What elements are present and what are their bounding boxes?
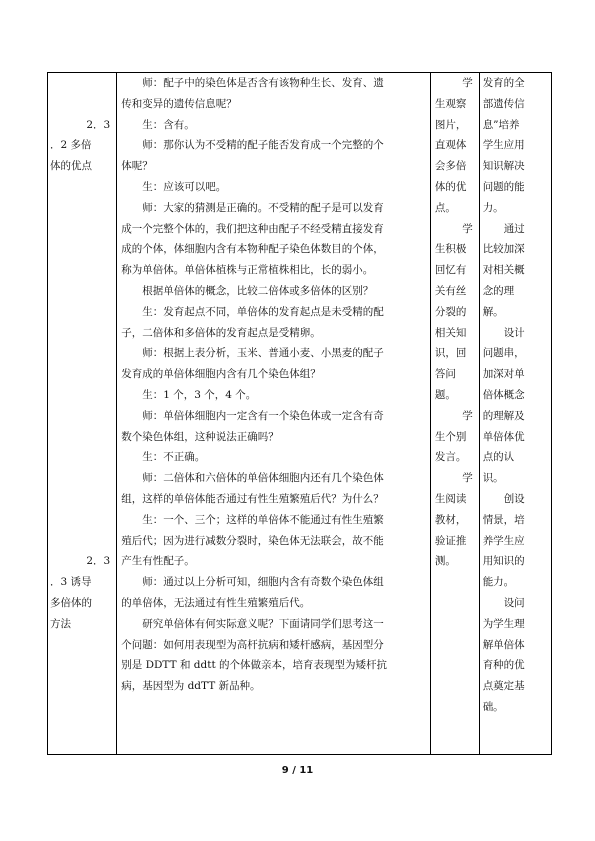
intent-line: 知识解决 xyxy=(482,160,525,173)
dialogue-line: 生：含有。 xyxy=(142,118,195,131)
intent-line: 识。 xyxy=(482,472,504,485)
intent-line: 创设 xyxy=(503,492,525,505)
activity-line: 生积极 xyxy=(434,243,467,256)
dialogue-line: 传和变异的遗传信息呢？ xyxy=(121,97,237,110)
intent-line: 问题的能 xyxy=(482,180,525,193)
intent-line: 解。 xyxy=(482,305,504,318)
intent-line: 设问 xyxy=(503,596,525,609)
intent-line: 情景，培 xyxy=(482,513,525,526)
activity-line: 相关知 xyxy=(434,326,467,339)
intent-line: 念的理 xyxy=(482,284,515,297)
section-label-line: 方法 xyxy=(50,617,71,630)
activity-line: 生个别 xyxy=(434,430,467,443)
dialogue-line: 组，这样的单倍体能否通过有性生殖繁殖后代？为什么？ xyxy=(121,492,384,505)
intent-line: 部遗传信 xyxy=(482,97,525,110)
dialogue-line: 生：1 个，3 个，4 个。 xyxy=(142,388,257,401)
activity-line: 图片， xyxy=(434,118,467,131)
activity-line: 点。 xyxy=(434,201,456,214)
student-activity-column xyxy=(430,73,479,755)
section-2-3-2 xyxy=(50,115,114,177)
dialogue-line: 殖后代；因为进行减数分裂时，染色体无法联会，故不能 xyxy=(121,534,384,547)
dialogue-line: 成的个体，体细胞内含有本物种配子染色体数目的个体， xyxy=(121,243,384,256)
intent-line: 养学生应 xyxy=(482,534,525,547)
intent-line: 能力。 xyxy=(482,576,515,589)
intent-line: 对相关概 xyxy=(482,264,525,277)
design-intent-column xyxy=(479,73,551,755)
section-column xyxy=(48,73,117,755)
page-number: 9 / 11 xyxy=(281,765,314,776)
dialogue-line: 师：通过以上分析可知，细胞内含有奇数个染色体组 xyxy=(142,576,384,589)
activity-line: 回忆有 xyxy=(434,264,467,277)
dialogue-line: 的单倍体，无法通过有性生殖繁殖后代。 xyxy=(121,596,311,609)
dialogue-line: 别是 DDTT 和 ddtt 的个体做亲本，培育表现型为矮杆抗 xyxy=(121,659,388,672)
dialogue-line: 产生有性配子。 xyxy=(121,555,195,568)
dialogue-line: 成一个完整个体的，我们把这种由配子不经受精直接发育 xyxy=(121,222,384,235)
teaching-dialogue xyxy=(117,73,430,697)
dialogue-line: 数个染色体组，这种说法正确吗？ xyxy=(121,430,279,443)
dialogue-line: 师：二倍体和六倍体的单倍体细胞内还有几个染色体 xyxy=(142,472,384,485)
activity-line: 生阅读 xyxy=(434,492,467,505)
lesson-plan-table xyxy=(47,72,552,755)
activity-line: 题。 xyxy=(434,388,456,401)
intent-line: 为学生理 xyxy=(482,617,525,630)
design-intent-text xyxy=(480,73,551,718)
intent-line: 设计 xyxy=(503,326,525,339)
intent-line: 发育的全 xyxy=(482,77,525,89)
section-label-line: 体的优点 xyxy=(50,160,92,173)
intent-line: 力。 xyxy=(482,201,504,214)
intent-line: 育种的优 xyxy=(482,659,525,672)
dialogue-line: 发育成的单倍体细胞内含有几个染色体组？ xyxy=(121,368,321,381)
activity-line: 学 xyxy=(462,472,473,485)
intent-line: 点的认 xyxy=(482,451,515,464)
intent-line: 解单倍体 xyxy=(482,638,525,651)
intent-line: 比较加深 xyxy=(482,243,525,256)
intent-line: 倍体概念 xyxy=(482,388,525,401)
section-label-line: ．3 诱导 xyxy=(50,576,92,589)
section-2-3-3 xyxy=(50,551,114,634)
dialogue-line: 称为单倍体。单倍体植株与正常植株相比，长的弱小。 xyxy=(121,264,374,277)
dialogue-line: 师：大家的猜测是正确的。不受精的配子是可以发育 xyxy=(142,201,384,214)
dialogue-line: 体呢？ xyxy=(121,160,153,173)
dialogue-line: 研究单倍体有何实际意义呢？下面请同学们思考这一 xyxy=(142,617,384,630)
dialogue-line: 生：一个、三个；这样的单倍体不能通过有性生殖繁 xyxy=(142,513,384,526)
dialogue-line: 师：配子中的染色体是否含有该物种生长、发育、遗 xyxy=(142,77,384,89)
activity-line: 答问 xyxy=(434,368,456,381)
activity-line: 关有丝 xyxy=(434,284,467,297)
intent-line: 问题串， xyxy=(482,347,525,360)
intent-line: 单倍体优 xyxy=(482,430,525,443)
activity-line: 发言。 xyxy=(434,451,467,464)
section-label-line: 多倍体的 xyxy=(50,596,92,609)
intent-line: 的理解及 xyxy=(482,409,525,422)
dialogue-line: 子，二倍体和多倍体的发育起点是受精卵。 xyxy=(121,326,321,339)
dialogue-line: 生：不正确。 xyxy=(142,451,206,464)
activity-line: 教材， xyxy=(434,513,467,526)
activity-line: 生观察 xyxy=(434,97,467,110)
dialogue-line: 生：发育起点不同，单倍体的发育起点是未受精的配 xyxy=(142,305,384,318)
dialogue-line: 生：应该可以吧。 xyxy=(142,180,227,193)
intent-line: 点奠定基 xyxy=(482,680,525,693)
dialogue-line: 师：那你认为不受精的配子能否发育成一个完整的个 xyxy=(142,139,384,152)
activity-line: 测。 xyxy=(434,555,456,568)
dialogue-line: 病，基因型为 ddTT 新品种。 xyxy=(121,680,261,693)
section-label-line: ．2 多倍 xyxy=(50,139,92,152)
intent-line: 础。 xyxy=(482,700,504,713)
activity-line: 学 xyxy=(462,409,473,422)
intent-line: 学生应用 xyxy=(482,139,525,152)
dialogue-line: 师：根据上表分析，玉米、普通小麦、小黑麦的配子 xyxy=(142,347,384,360)
student-activity-text xyxy=(431,73,479,572)
table-row xyxy=(48,73,552,755)
activity-line: 分裂的 xyxy=(434,305,467,318)
activity-line: 直观体 xyxy=(434,139,467,152)
dialogue-line: 根据单倍体的概念，比较二倍体或多倍体的区别？ xyxy=(142,284,374,297)
intent-line: 加深对单 xyxy=(482,368,525,381)
intent-line: 通过 xyxy=(503,222,525,235)
dialogue-line: 师：单倍体细胞内一定含有一个染色体或一定含有奇 xyxy=(142,409,384,422)
activity-line: 验证推 xyxy=(434,534,467,547)
activity-line: 会多倍 xyxy=(434,160,467,173)
intent-line: 息”培养 xyxy=(482,118,520,131)
intent-line: 用知识的 xyxy=(482,555,525,568)
section-label-line: 2．3 xyxy=(86,118,111,131)
dialogue-line: 个问题：如何用表现型为高杆抗病和矮杆感病，基因型分 xyxy=(121,638,384,651)
activity-line: 学 xyxy=(462,222,473,235)
section-label-line: 2．3 xyxy=(86,555,111,568)
activity-line: 体的优 xyxy=(434,180,467,193)
teaching-process-column xyxy=(117,73,431,755)
activity-line: 学 xyxy=(462,77,473,89)
activity-line: 识，回 xyxy=(434,347,467,360)
